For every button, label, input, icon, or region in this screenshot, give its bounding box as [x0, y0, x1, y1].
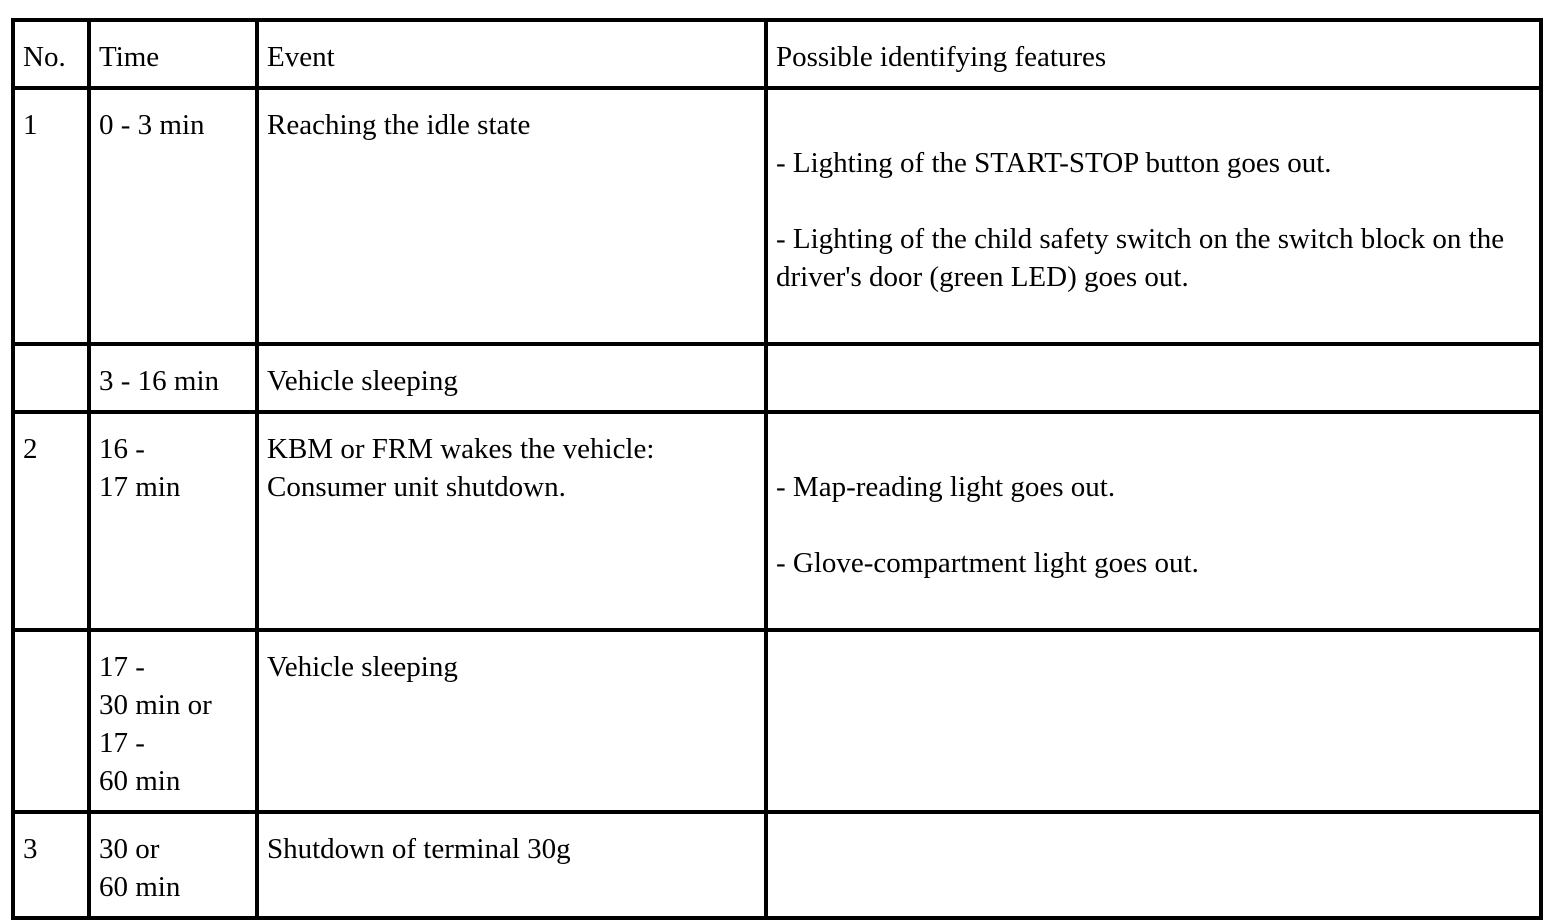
- table-row: [13, 412, 1541, 630]
- header-event: Event: [257, 20, 766, 88]
- feature-item: - Lighting of the child safety switch on the switch block on the driver's door (green LED) goes out.: [776, 223, 1505, 293]
- cell-event: Shutdown of terminal 30g: [257, 812, 766, 918]
- cell-time: 3 - 16 min: [89, 344, 257, 412]
- cell-time: 30 or 60 min: [89, 812, 257, 918]
- cell-event: Vehicle sleeping: [257, 630, 766, 812]
- header-features: Possible identifying features: [766, 20, 1541, 88]
- cell-time: 16 - 17 min: [89, 412, 257, 630]
- cell-time: 0 - 3 min: [89, 88, 257, 344]
- cell-no: [13, 344, 89, 412]
- feature-item: - Lighting of the START-STOP button goes out.: [776, 147, 1332, 179]
- table-header-row: [13, 20, 1541, 88]
- cell-no: 3: [13, 812, 89, 918]
- cell-features: [766, 88, 1541, 344]
- header-time: Time: [89, 20, 257, 88]
- cell-no: [13, 630, 89, 812]
- table-row: [13, 88, 1541, 344]
- cell-no: 1: [13, 88, 89, 344]
- feature-item: - Map-reading light goes out.: [776, 471, 1116, 503]
- cell-features: [766, 344, 1541, 412]
- table-row: [13, 630, 1541, 812]
- cell-event: KBM or FRM wakes the vehicle: Consumer unit shutdown.: [257, 412, 766, 630]
- cell-event: Reaching the idle state: [257, 88, 766, 344]
- cell-no: 2: [13, 412, 89, 630]
- cell-event: Vehicle sleeping: [257, 344, 766, 412]
- table-row: [13, 344, 1541, 412]
- cell-time: 17 - 30 min or 17 - 60 min: [89, 630, 257, 812]
- cell-features: [766, 812, 1541, 918]
- sleep-sequence-table: [11, 18, 1543, 920]
- cell-features: [766, 630, 1541, 812]
- feature-item: - Glove-compartment light goes out.: [776, 547, 1199, 579]
- table-row: [13, 812, 1541, 918]
- cell-features: [766, 412, 1541, 630]
- header-no: No.: [13, 20, 89, 88]
